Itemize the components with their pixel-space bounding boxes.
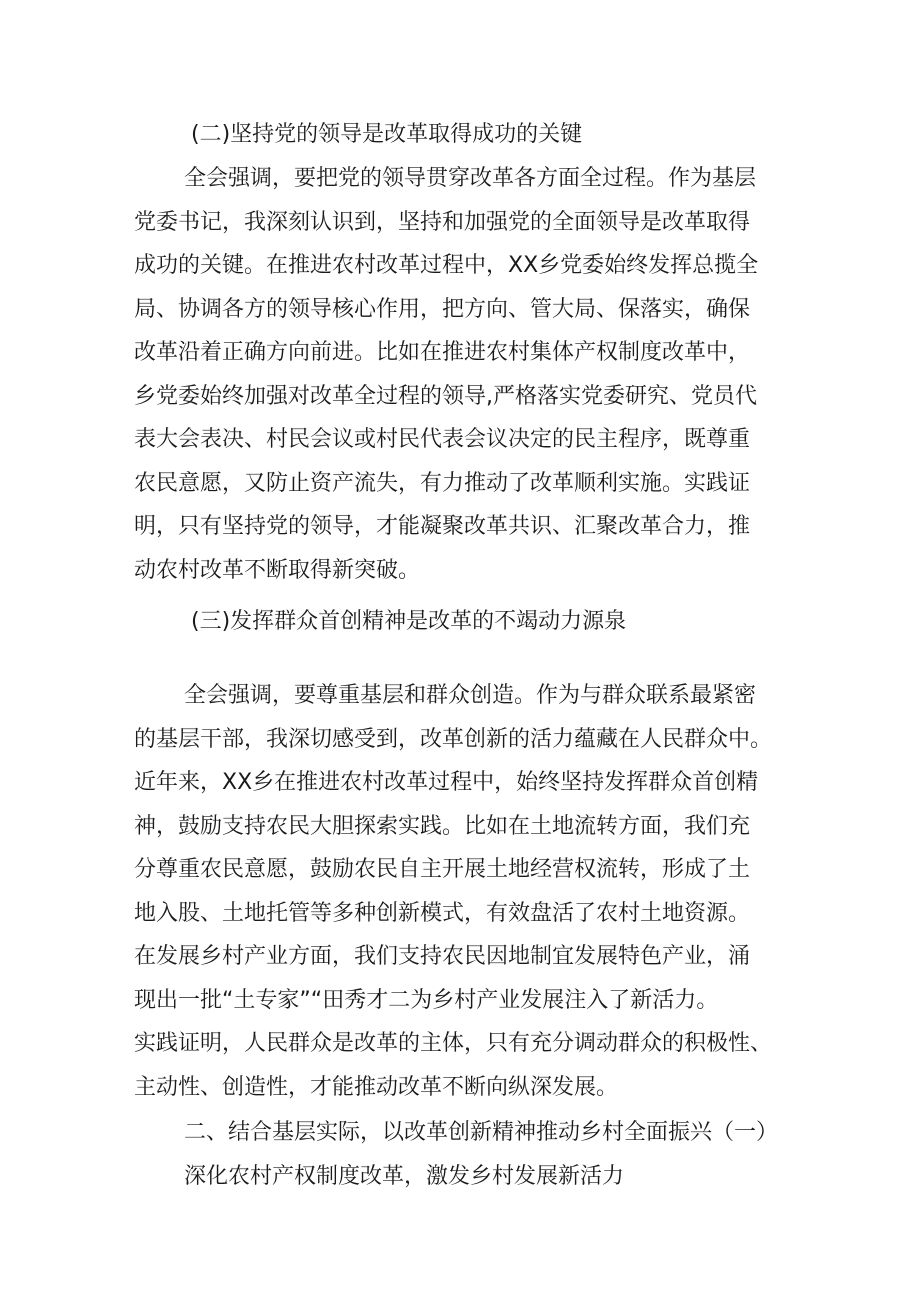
- paragraph-line: 在发展乡村产业方面，我们支持农民因地制宜发展特色产业，涌: [134, 944, 751, 969]
- paragraph-line: 党委书记，我深刻认识到，坚持和加强党的全面领导是改革取得: [134, 209, 751, 235]
- paragraph-line: 全会强调，要尊重基层和群众创造。作为与群众联系最紧密: [184, 683, 757, 708]
- paragraph-line: 深化农村产权制度改革，激发乡村发展新活力: [184, 1163, 625, 1189]
- paragraph-line: 动农村改革不断取得新突破。: [134, 557, 421, 583]
- paragraph-line: 神，鼓励支持农民大胆探索实践。比如在土地流转方面，我们充: [134, 813, 751, 839]
- paragraph-line: 明，只有坚持党的领导，才能凝聚改革共识、汇聚改革合力，推: [134, 514, 751, 539]
- paragraph-line: 农民意愿，又防止资产流失，有力推动了改革顺利实施。实践证: [134, 470, 751, 496]
- paragraph-line: 二、结合基层实际，以改革创新精神推动乡村全面振兴（一）: [184, 1120, 779, 1145]
- section-2-paragraph: [134, 157, 794, 592]
- paragraph-line: 局、协调各方的领导核心作用，把方向、管大局、保落实，确保: [134, 296, 751, 322]
- paragraph-line: 乡党委始终加强对改革全过程的领导,严格落实党委研究、党员代: [134, 383, 757, 409]
- paragraph-line: 实践证明，人民群众是改革的主体，只有充分调动群众的积极性、: [134, 1031, 773, 1056]
- paragraph-line: 表大会表决、村民会议或村民代表会议决定的民主程序，既尊重: [134, 427, 751, 452]
- paragraph-line: 成功的关键。在推进农村改革过程中，XX乡党委始终发挥总揽全: [134, 253, 759, 278]
- paragraph-line: 改革沿着正确方向前进。比如在推进农村集体产权制度改革中，: [134, 340, 751, 365]
- section-heading-2: (二)坚持党的领导是改革取得成功的关键: [191, 122, 583, 147]
- paragraph-line: 全会强调，要把党的领导贯穿改革各方面全过程。作为基层: [184, 166, 757, 191]
- section-3-paragraph: [134, 674, 794, 1109]
- paragraph-line: 分尊重农民意愿，鼓励农民自主开展土地经营权流转，形成了土: [134, 857, 751, 882]
- section-heading-3: (三)发挥群众首创精神是改革的不竭动力源泉: [191, 609, 627, 634]
- paragraph-line: 近年来，XX乡在推进农村改革过程中，始终坚持发挥群众首创精: [134, 770, 759, 795]
- paragraph-line: 的基层干部，我深切感受到，改革创新的活力蕴藏在人民群众中。: [134, 726, 773, 752]
- paragraph-line: 主动性、创造性，才能推动改革不断向纵深发展。: [134, 1074, 619, 1100]
- paragraph-line: 地入股、土地托管等多种创新模式，有效盘活了农村土地资源。: [134, 900, 751, 926]
- paragraph-line: 现出一批“土专家”“田秀才二为乡村产业发展注入了新活力。: [134, 987, 719, 1013]
- part-2-heading: [134, 1111, 794, 1198]
